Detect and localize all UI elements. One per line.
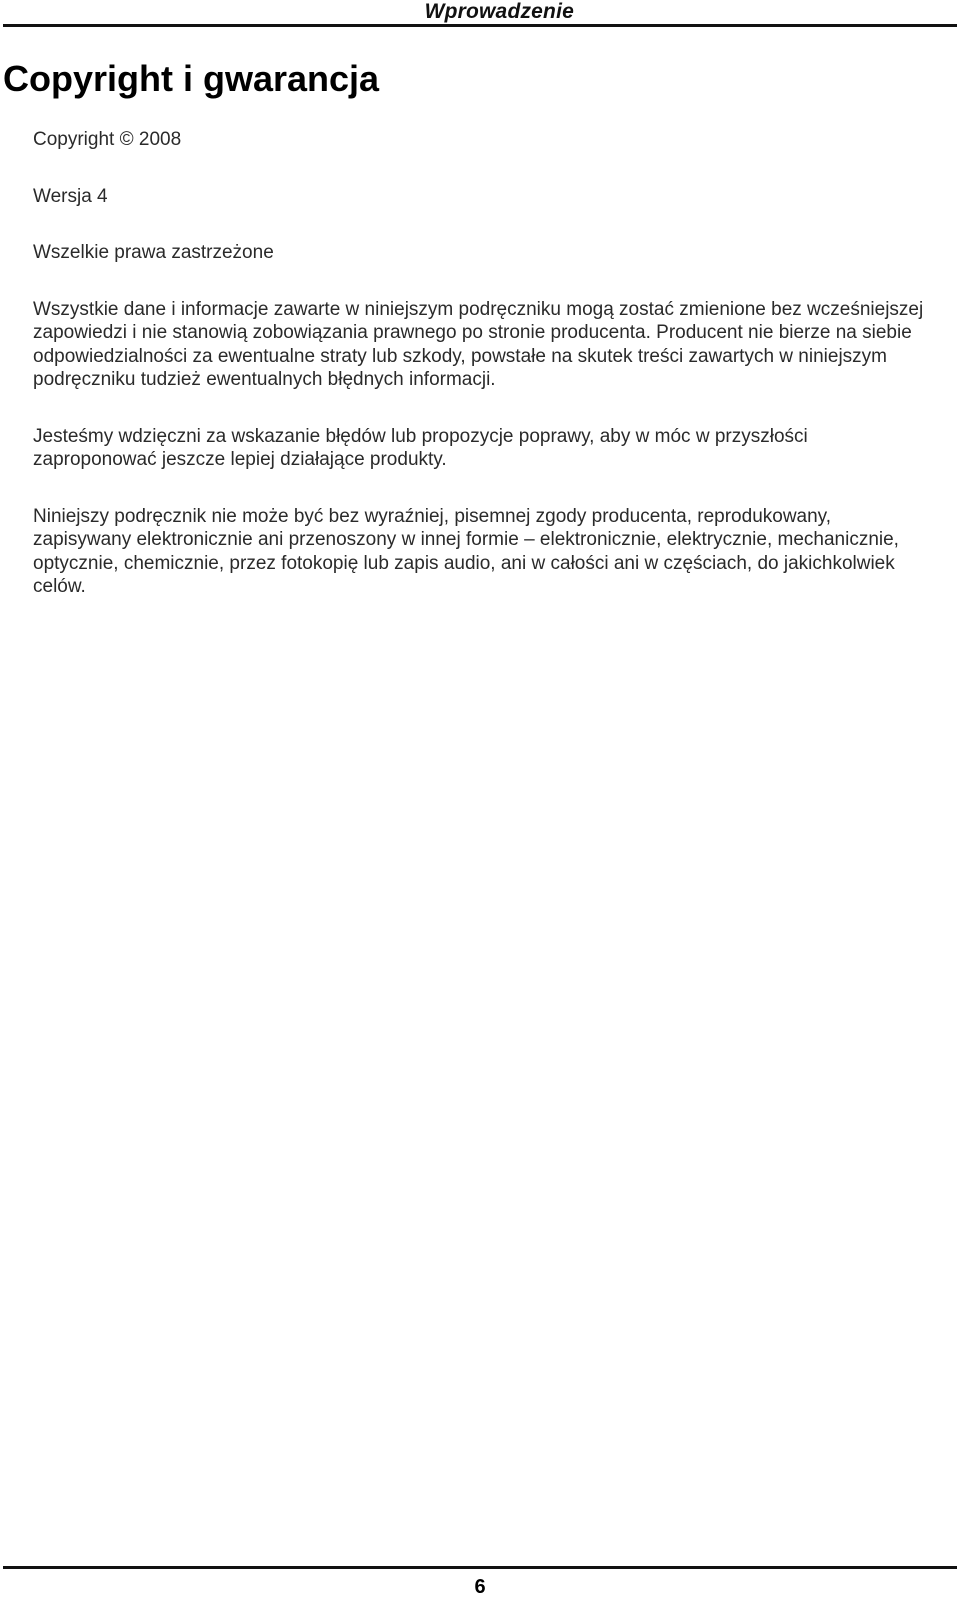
version-line: Wersja 4 — [33, 185, 108, 207]
reproduction-paragraph: Niniejszy podręcznik nie może być bez wyraźniej, pisemnej zgody producenta, reprodukowany, zapisywany elektronicznie ani przenoszony w innej formie – elektronicznie, elektrycznie, mechanicznie, optycznie, chemicznie, przez fotokopię lub zapis audio, ani w całości ani w częściach, do jakichkolwiek celów. — [33, 505, 899, 597]
section-header-label: Wprowadzenie — [424, 0, 574, 23]
rights-line: Wszelkie prawa zastrzeżone — [33, 242, 274, 263]
footer-divider — [3, 1566, 957, 1569]
copyright-line: Copyright © 2008 — [33, 129, 182, 150]
page-number: 6 — [474, 1576, 486, 1598]
feedback-paragraph: Jesteśmy wdzięczni za wskazanie błędów lub propozycje poprawy, aby w móc w przyszłości zaproponować jeszcze lepiej działające produkty. — [33, 425, 808, 470]
header-divider — [3, 24, 957, 27]
disclaimer-paragraph: Wszystkie dane i informacje zawarte w niniejszym podręczniku mogą zostać zmienione bez wcześniejszej zapowiedzi i nie stanowią zobowiązania prawnego po stronie producenta. Producent nie bierze na siebie odpowiedzialności za ewentualne straty lub szkody, powstałe na skutek treści zawartych w niniejszym podręczniku tudzież ewentualnych błędnych informacji. — [33, 298, 924, 390]
page-title: Copyright i gwarancja — [3, 58, 380, 99]
page-content — [33, 128, 933, 599]
